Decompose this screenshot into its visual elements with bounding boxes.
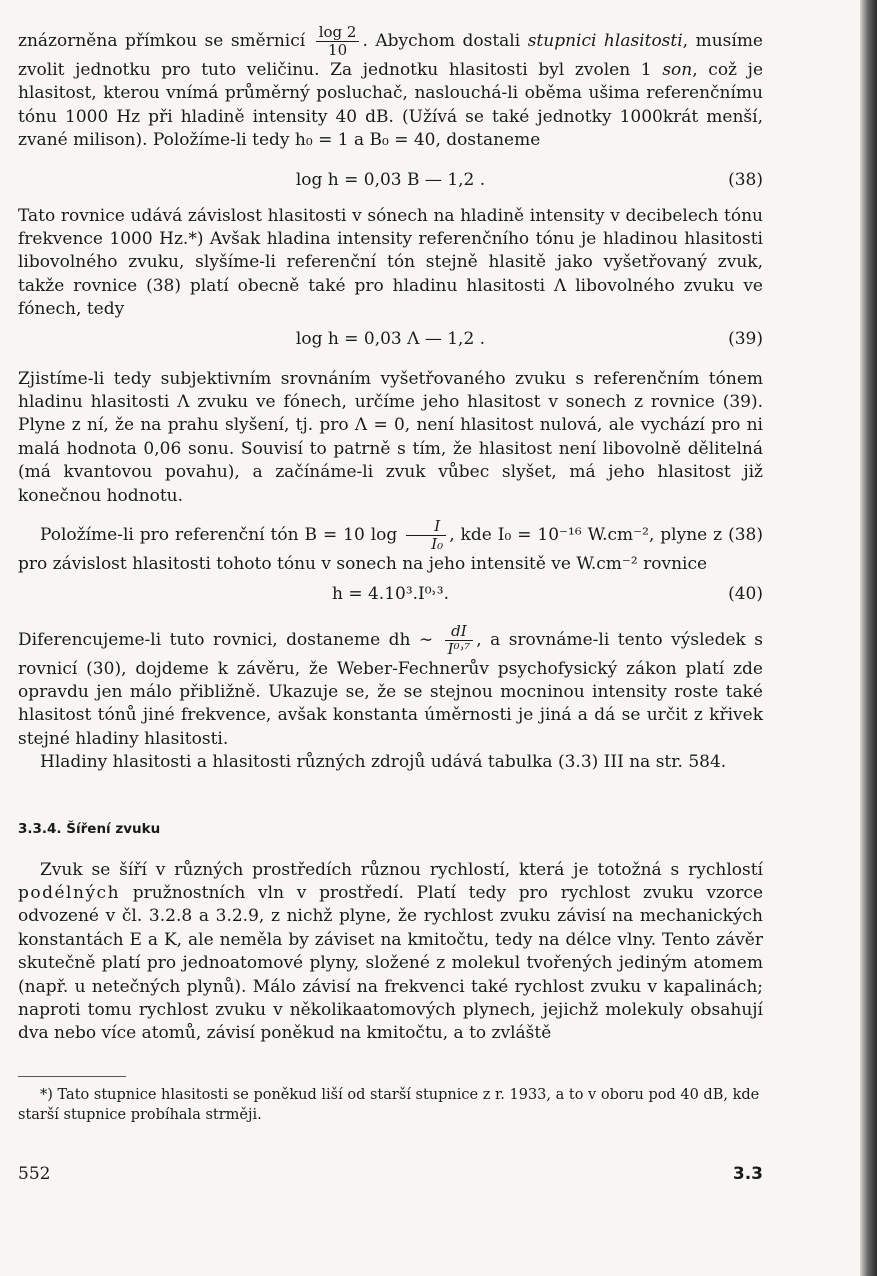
equation-number: (39) xyxy=(728,328,763,349)
section-heading xyxy=(18,821,763,837)
paragraph-4: Položíme-li pro referenční tón B = 10 log $\frac{I}{\text{I₀}}$ , kde I₀ = 10⁻¹⁶ W.cm⁻², plyne z (38) pro závislost hlasitosti tohoto tónu v sonech na jeho intensitě ve W.cm⁻² rovnice xyxy=(18,517,763,575)
page-binding-shadow xyxy=(860,0,877,1276)
page-number: 552 xyxy=(18,1164,51,1184)
chapter-number: 3.3 xyxy=(732,1164,763,1184)
equation-38 xyxy=(18,167,763,193)
page-content xyxy=(18,0,763,1125)
equation-number: (40) xyxy=(728,583,763,604)
section-number: 3.3.4. xyxy=(18,820,62,837)
term-son: son xyxy=(662,60,693,80)
fraction-dI-over-I07: $\frac{dI}{\text{I⁰˒⁷}}$ xyxy=(445,623,474,658)
equation-39 xyxy=(18,326,763,352)
paragraph-7: Zvuk se šíří v různých prostředích různou rychlostí, která je totožná s rychlostí podélných pružnostních vln v prostředí. Platí tedy pro rychlost zvuku vzorce odvozené v čl. 3.2.8 a 3.2.9, z nichž plyne, že rychlost zvuku závisí na mechanických konstantách E a K, ale neměla by záviset na kmitočtu, tedy na délce vlny. Tento závěr skutečně platí pro jednoatomové plyny, složené z molekul tvořených jediným atomem (např. u netečných plynů). Málo závisí na frekvenci také rychlost zvuku v kapalinách; naproti tomu rychlost zvuku v několikaatomových plynech, jejichž molekuly obsahují dva nebo více atomů, závisí poněkud na kmitočtu, a to zvláště xyxy=(18,859,763,1044)
section-title: Šíření zvuku xyxy=(66,820,161,837)
paragraph-1: znázorněna přímkou se směrnicí $\frac{\log 2}{10}$ . Abychom dostali stupnici hlasitosti, musíme zvolit jednotku pro tuto veličinu. Za jednotku hlasitosti byl zvolen 1 son, což je hlasitost, kterou vnímá průměrný posluchač, naslouchá-li oběma ušima referenčnímu tónu 1000 Hz při hladině intensity 40 dB. (Užívá se také jednotky 1000krát menší, zvané milison). Položíme-li tedy h₀ = 1 a B₀ = 40, dostaneme xyxy=(18,23,764,151)
term-stupnice-hlasitosti: stupnici hlasitosti xyxy=(527,31,683,51)
equation-40 xyxy=(18,581,763,607)
spaced-term-podelnych: podélných xyxy=(18,882,121,903)
footnote: *) Tato stupnice hlasitosti se poněkud liší od starší stupnice z r. 1933, a to v oboru pod 40 dB, kde starší stupnice probíhala strměji. xyxy=(18,1086,760,1123)
paragraph-6: Hladiny hlasitosti a hlasitosti různých zdrojů udává tabulka (3.3) III na str. 584. xyxy=(40,752,727,773)
equation-formula: log h = 0,03 B — 1,2 . xyxy=(295,169,486,190)
fraction-log2-over-10: $\frac{\log 2}{10}$ xyxy=(316,24,360,59)
paragraph-3: Zjistíme-li tedy subjektivním srovnáním vyšetřovaného zvuku s referenčním tónem hladinu hlasitosti Λ zvuku ve fónech, určíme jeho hlasitost v sonech z rovnice (39). Plyne z ní, že na prahu slyšení, tj. pro Λ = 0, není hlasitost nulová, ale vychází pro ni malá hodnota 0,06 sonu. Souvisí to patrně s tím, že hlasitost není libovolně dělitelná (má kvantovou povahu), a začínáme-li zvuk vůbec slyšet, má jeho hlasitost již konečnou hodnotu. xyxy=(18,368,763,506)
paragraph-2: Tato rovnice udává závislost hlasitosti v sónech na hladině intensity v decibelech tónu frekvence 1000 Hz.*) Avšak hladina intensity referenčního tónu je hladinou hlasitosti libovolného zvuku, slyšíme-li referenční tón stejně hlasitě jako vyšetřovaný zvuk, takže rovnice (38) platí obecně také pro hladinu hlasitosti Λ libovolného zvuku ve fónech, tedy xyxy=(18,205,763,320)
page-footer xyxy=(18,1164,763,1188)
equation-formula: h = 4.10³.I⁰˒³. xyxy=(331,583,450,604)
equation-number: (38) xyxy=(728,169,763,190)
footnote-divider xyxy=(18,1076,126,1077)
equation-formula: log h = 0,03 Λ — 1,2 . xyxy=(295,328,486,349)
fraction-I-over-I0: $\frac{I}{\text{I₀}}$ xyxy=(406,518,446,553)
paragraph-5: Diferencujeme-li tuto rovnici, dostaneme dh ∼ $\frac{dI}{\text{I⁰˒⁷}}$ , a srovnáme-li tento výsledek s rovnicí (30), dojdeme k závěru, že Weber-Fechnerův psychofysický zákon platí zde opravdu jen málo přibližně. Ukazuje se, že se stejnou mocninou intensity roste také hlasitost tónů jiné frekvence, avšak konstanta úměrnosti je jiná a dá se určit z křivek stejné hladiny hlasitosti. xyxy=(18,621,764,749)
